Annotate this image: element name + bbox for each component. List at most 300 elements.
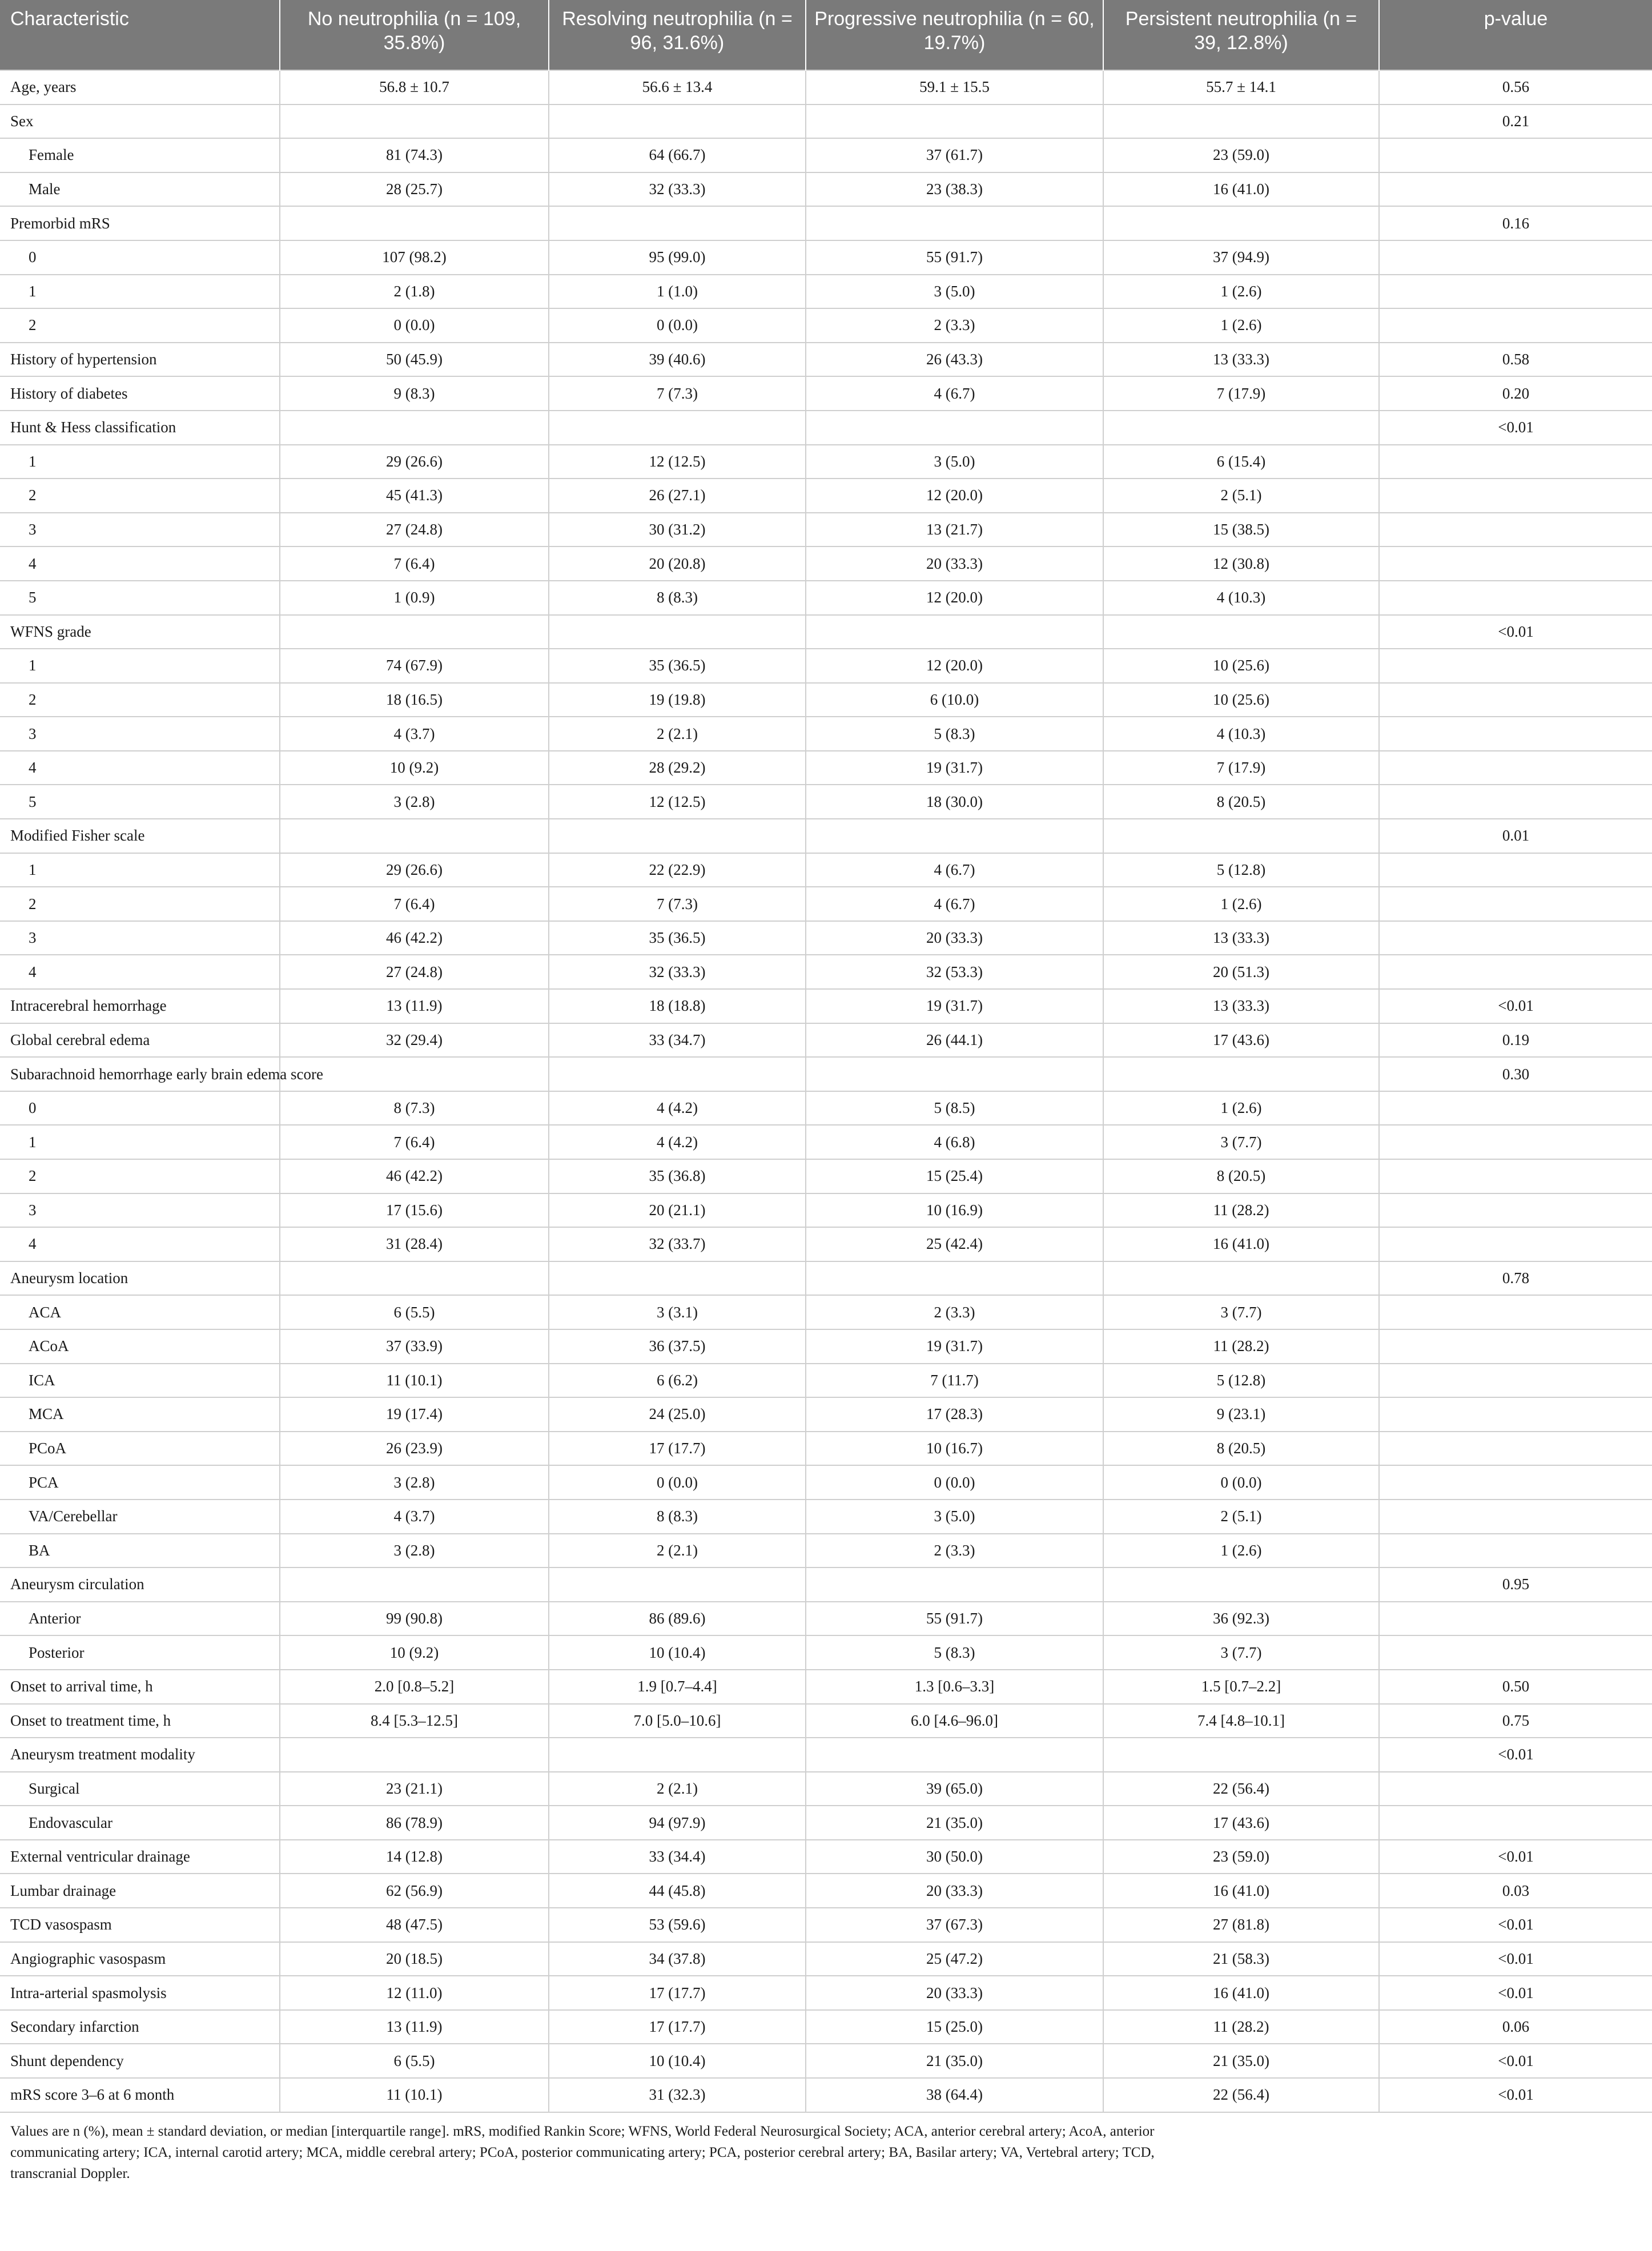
cell-p-value xyxy=(1379,240,1652,275)
cell-no-neutrophilia: 86 (78.9) xyxy=(280,1806,549,1840)
table-row xyxy=(0,1602,1652,1636)
cell-progressive-neutrophilia xyxy=(806,819,1103,853)
cell-resolving-neutrophilia xyxy=(549,1057,806,1091)
row-label: Intra-arterial spasmolysis xyxy=(0,1976,280,2010)
cell-persistent-neutrophilia: 23 (59.0) xyxy=(1103,138,1379,172)
cell-persistent-neutrophilia: 8 (20.5) xyxy=(1103,1159,1379,1193)
cell-persistent-neutrophilia: 7 (17.9) xyxy=(1103,376,1379,411)
cell-progressive-neutrophilia: 13 (21.7) xyxy=(806,513,1103,547)
table-row xyxy=(0,1567,1652,1602)
table-row xyxy=(0,1057,1652,1091)
cell-persistent-neutrophilia: 3 (7.7) xyxy=(1103,1295,1379,1329)
cell-persistent-neutrophilia xyxy=(1103,819,1379,853)
cell-resolving-neutrophilia: 35 (36.5) xyxy=(549,921,806,955)
row-label: Intracerebral hemorrhage xyxy=(0,989,280,1023)
table-row xyxy=(0,1193,1652,1228)
cell-resolving-neutrophilia: 19 (19.8) xyxy=(549,683,806,717)
cell-p-value: 0.20 xyxy=(1379,376,1652,411)
cell-progressive-neutrophilia: 15 (25.0) xyxy=(806,2010,1103,2044)
cell-p-value: 0.21 xyxy=(1379,104,1652,139)
row-label: WFNS grade xyxy=(0,615,280,649)
cell-no-neutrophilia: 0 (0.0) xyxy=(280,308,549,343)
row-label: 2 xyxy=(0,308,280,343)
cell-progressive-neutrophilia: 0 (0.0) xyxy=(806,1465,1103,1500)
table-row xyxy=(0,1091,1652,1126)
table-row xyxy=(0,1874,1652,1908)
table-row xyxy=(0,1942,1652,1976)
cell-p-value: 0.03 xyxy=(1379,1874,1652,1908)
cell-p-value xyxy=(1379,1772,1652,1806)
cell-progressive-neutrophilia: 6.0 [4.6–96.0] xyxy=(806,1704,1103,1738)
row-label: MCA xyxy=(0,1397,280,1432)
cell-p-value: 0.30 xyxy=(1379,1057,1652,1091)
table-row xyxy=(0,1534,1652,1568)
header-no-neutrophilia: No neutrophilia (n = 109, 35.8%) xyxy=(280,0,549,70)
cell-persistent-neutrophilia: 11 (28.2) xyxy=(1103,2010,1379,2044)
cell-resolving-neutrophilia: 32 (33.3) xyxy=(549,955,806,989)
cell-p-value xyxy=(1379,513,1652,547)
cell-resolving-neutrophilia: 2 (2.1) xyxy=(549,717,806,751)
cell-persistent-neutrophilia: 1 (2.6) xyxy=(1103,887,1379,921)
cell-progressive-neutrophilia xyxy=(806,1261,1103,1296)
cell-progressive-neutrophilia: 20 (33.3) xyxy=(806,546,1103,581)
cell-persistent-neutrophilia: 20 (51.3) xyxy=(1103,955,1379,989)
cell-no-neutrophilia: 6 (5.5) xyxy=(280,1295,549,1329)
cell-persistent-neutrophilia: 16 (41.0) xyxy=(1103,172,1379,207)
cell-persistent-neutrophilia xyxy=(1103,1261,1379,1296)
header-row xyxy=(0,0,1652,70)
cell-persistent-neutrophilia xyxy=(1103,104,1379,139)
cell-p-value xyxy=(1379,581,1652,615)
cell-progressive-neutrophilia xyxy=(806,104,1103,139)
cell-resolving-neutrophilia: 8 (8.3) xyxy=(549,581,806,615)
cell-no-neutrophilia: 1 (0.9) xyxy=(280,581,549,615)
table-row xyxy=(0,138,1652,172)
header-resolving-neutrophilia: Resolving neutrophilia (n = 96, 31.6%) xyxy=(549,0,806,70)
cell-persistent-neutrophilia: 13 (33.3) xyxy=(1103,343,1379,377)
cell-no-neutrophilia xyxy=(280,819,549,853)
row-label: Onset to arrival time, h xyxy=(0,1670,280,1704)
table-row xyxy=(0,1364,1652,1398)
cell-resolving-neutrophilia: 44 (45.8) xyxy=(549,1874,806,1908)
row-label: Hunt & Hess classification xyxy=(0,411,280,445)
table-row xyxy=(0,172,1652,207)
cell-resolving-neutrophilia: 39 (40.6) xyxy=(549,343,806,377)
cell-resolving-neutrophilia: 1.9 [0.7–4.4] xyxy=(549,1670,806,1704)
cell-resolving-neutrophilia: 33 (34.7) xyxy=(549,1023,806,1058)
table-row xyxy=(0,1465,1652,1500)
row-label: Endovascular xyxy=(0,1806,280,1840)
cell-progressive-neutrophilia: 3 (5.0) xyxy=(806,1500,1103,1534)
table-row xyxy=(0,1023,1652,1058)
table-footnote: Values are n (%), mean ± standard deviation, or median [interquartile range]. mRS, modified Rankin Score; WFNS, World Federal Neurosurgical Society; ACA, anterior cerebral artery; AcoA, anterior communicating artery; ICA, internal carotid artery; MCA, middle cerebral artery; PCoA, posterior communicating artery; PCA, posterior cerebral artery; BA, Basilar artery; VA, Vertebral artery; TCD, transcranial Doppler. xyxy=(10,2123,1155,2181)
cell-p-value: 0.19 xyxy=(1379,1023,1652,1058)
cell-no-neutrophilia: 50 (45.9) xyxy=(280,343,549,377)
cell-progressive-neutrophilia: 19 (31.7) xyxy=(806,751,1103,785)
cell-resolving-neutrophilia: 35 (36.8) xyxy=(549,1159,806,1193)
table-row xyxy=(0,1432,1652,1466)
cell-no-neutrophilia: 8.4 [5.3–12.5] xyxy=(280,1704,549,1738)
cell-p-value xyxy=(1379,445,1652,479)
cell-persistent-neutrophilia: 1 (2.6) xyxy=(1103,275,1379,309)
cell-no-neutrophilia: 29 (26.6) xyxy=(280,853,549,887)
cell-progressive-neutrophilia: 26 (44.1) xyxy=(806,1023,1103,1058)
table-row xyxy=(0,717,1652,751)
cell-persistent-neutrophilia: 10 (25.6) xyxy=(1103,649,1379,683)
cell-no-neutrophilia: 74 (67.9) xyxy=(280,649,549,683)
cell-no-neutrophilia: 29 (26.6) xyxy=(280,445,549,479)
cell-no-neutrophilia: 32 (29.4) xyxy=(280,1023,549,1058)
table-row xyxy=(0,308,1652,343)
row-label: Subarachnoid hemorrhage early brain edema score xyxy=(0,1057,280,1091)
row-label: ACoA xyxy=(0,1329,280,1364)
cell-no-neutrophilia: 17 (15.6) xyxy=(280,1193,549,1228)
cell-p-value xyxy=(1379,546,1652,581)
cell-persistent-neutrophilia: 4 (10.3) xyxy=(1103,581,1379,615)
cell-resolving-neutrophilia: 0 (0.0) xyxy=(549,308,806,343)
cell-progressive-neutrophilia: 17 (28.3) xyxy=(806,1397,1103,1432)
cell-persistent-neutrophilia: 10 (25.6) xyxy=(1103,683,1379,717)
cell-resolving-neutrophilia: 26 (27.1) xyxy=(549,479,806,513)
cell-resolving-neutrophilia: 36 (37.5) xyxy=(549,1329,806,1364)
cell-persistent-neutrophilia: 11 (28.2) xyxy=(1103,1193,1379,1228)
cell-no-neutrophilia: 26 (23.9) xyxy=(280,1432,549,1466)
cell-progressive-neutrophilia: 2 (3.3) xyxy=(806,1534,1103,1568)
cell-persistent-neutrophilia: 36 (92.3) xyxy=(1103,1602,1379,1636)
cell-p-value xyxy=(1379,683,1652,717)
cell-no-neutrophilia: 7 (6.4) xyxy=(280,887,549,921)
row-label: PCA xyxy=(0,1465,280,1500)
cell-p-value: 0.56 xyxy=(1379,70,1652,104)
cell-resolving-neutrophilia: 17 (17.7) xyxy=(549,1432,806,1466)
row-label: ICA xyxy=(0,1364,280,1398)
cell-progressive-neutrophilia: 4 (6.8) xyxy=(806,1125,1103,1159)
cell-progressive-neutrophilia: 3 (5.0) xyxy=(806,445,1103,479)
table-row xyxy=(0,1159,1652,1193)
table-row xyxy=(0,1635,1652,1670)
table-row xyxy=(0,2078,1652,2112)
table-header xyxy=(0,0,1652,70)
cell-resolving-neutrophilia: 0 (0.0) xyxy=(549,1465,806,1500)
cell-progressive-neutrophilia: 55 (91.7) xyxy=(806,240,1103,275)
cell-no-neutrophilia: 7 (6.4) xyxy=(280,1125,549,1159)
cell-progressive-neutrophilia: 30 (50.0) xyxy=(806,1840,1103,1874)
cell-progressive-neutrophilia xyxy=(806,1738,1103,1772)
cell-no-neutrophilia: 7 (6.4) xyxy=(280,546,549,581)
table-row xyxy=(0,206,1652,240)
row-label: 3 xyxy=(0,717,280,751)
row-label: 2 xyxy=(0,683,280,717)
cell-persistent-neutrophilia xyxy=(1103,615,1379,649)
cell-no-neutrophilia: 11 (10.1) xyxy=(280,1364,549,1398)
cell-progressive-neutrophilia: 2 (3.3) xyxy=(806,1295,1103,1329)
cell-p-value: 0.06 xyxy=(1379,2010,1652,2044)
cell-resolving-neutrophilia: 17 (17.7) xyxy=(549,2010,806,2044)
table-row xyxy=(0,751,1652,785)
cell-progressive-neutrophilia: 39 (65.0) xyxy=(806,1772,1103,1806)
cell-persistent-neutrophilia: 0 (0.0) xyxy=(1103,1465,1379,1500)
cell-no-neutrophilia xyxy=(280,1261,549,1296)
cell-progressive-neutrophilia: 55 (91.7) xyxy=(806,1602,1103,1636)
cell-persistent-neutrophilia: 13 (33.3) xyxy=(1103,921,1379,955)
cell-p-value xyxy=(1379,1159,1652,1193)
cell-progressive-neutrophilia: 10 (16.7) xyxy=(806,1432,1103,1466)
cell-resolving-neutrophilia: 6 (6.2) xyxy=(549,1364,806,1398)
cell-persistent-neutrophilia: 16 (41.0) xyxy=(1103,1874,1379,1908)
row-label: VA/Cerebellar xyxy=(0,1500,280,1534)
row-label: Angiographic vasospasm xyxy=(0,1942,280,1976)
row-label: 3 xyxy=(0,1193,280,1228)
row-label: External ventricular drainage xyxy=(0,1840,280,1874)
row-label: 4 xyxy=(0,751,280,785)
cell-persistent-neutrophilia: 13 (33.3) xyxy=(1103,989,1379,1023)
cell-progressive-neutrophilia: 4 (6.7) xyxy=(806,376,1103,411)
cell-resolving-neutrophilia: 12 (12.5) xyxy=(549,445,806,479)
cell-persistent-neutrophilia: 1 (2.6) xyxy=(1103,1534,1379,1568)
row-label: Posterior xyxy=(0,1635,280,1670)
cell-persistent-neutrophilia xyxy=(1103,206,1379,240)
table-row xyxy=(0,615,1652,649)
cell-no-neutrophilia: 31 (28.4) xyxy=(280,1227,549,1261)
cell-p-value: 0.75 xyxy=(1379,1704,1652,1738)
cell-resolving-neutrophilia xyxy=(549,104,806,139)
cell-resolving-neutrophilia: 32 (33.7) xyxy=(549,1227,806,1261)
table-row xyxy=(0,1397,1652,1432)
table-row xyxy=(0,513,1652,547)
cell-persistent-neutrophilia xyxy=(1103,1057,1379,1091)
cell-no-neutrophilia: 107 (98.2) xyxy=(280,240,549,275)
cell-resolving-neutrophilia: 35 (36.5) xyxy=(549,649,806,683)
cell-resolving-neutrophilia: 10 (10.4) xyxy=(549,2044,806,2078)
cell-resolving-neutrophilia: 4 (4.2) xyxy=(549,1125,806,1159)
cell-p-value xyxy=(1379,1329,1652,1364)
cell-p-value: 0.78 xyxy=(1379,1261,1652,1296)
cell-p-value xyxy=(1379,751,1652,785)
cell-persistent-neutrophilia: 16 (41.0) xyxy=(1103,1976,1379,2010)
cell-resolving-neutrophilia: 4 (4.2) xyxy=(549,1091,806,1126)
header-characteristic: Characteristic xyxy=(0,0,280,70)
cell-p-value: <0.01 xyxy=(1379,1976,1652,2010)
table-row xyxy=(0,1227,1652,1261)
table-row xyxy=(0,104,1652,139)
cell-progressive-neutrophilia: 18 (30.0) xyxy=(806,785,1103,819)
cell-no-neutrophilia: 45 (41.3) xyxy=(280,479,549,513)
row-label: Aneurysm circulation xyxy=(0,1567,280,1602)
cell-progressive-neutrophilia: 7 (11.7) xyxy=(806,1364,1103,1398)
cell-p-value xyxy=(1379,1295,1652,1329)
cell-resolving-neutrophilia: 1 (1.0) xyxy=(549,275,806,309)
table-row xyxy=(0,1738,1652,1772)
cell-resolving-neutrophilia xyxy=(549,206,806,240)
cell-progressive-neutrophilia xyxy=(806,206,1103,240)
cell-persistent-neutrophilia xyxy=(1103,1738,1379,1772)
cell-persistent-neutrophilia: 21 (35.0) xyxy=(1103,2044,1379,2078)
cell-progressive-neutrophilia: 5 (8.5) xyxy=(806,1091,1103,1126)
cell-persistent-neutrophilia: 4 (10.3) xyxy=(1103,717,1379,751)
cell-persistent-neutrophilia: 17 (43.6) xyxy=(1103,1806,1379,1840)
cell-persistent-neutrophilia xyxy=(1103,411,1379,445)
cell-progressive-neutrophilia: 20 (33.3) xyxy=(806,921,1103,955)
row-label: 2 xyxy=(0,887,280,921)
cell-progressive-neutrophilia: 2 (3.3) xyxy=(806,308,1103,343)
row-label: 2 xyxy=(0,1159,280,1193)
table-row xyxy=(0,1976,1652,2010)
table-row xyxy=(0,1840,1652,1874)
row-label: 1 xyxy=(0,275,280,309)
row-label: BA xyxy=(0,1534,280,1568)
cell-resolving-neutrophilia: 94 (97.9) xyxy=(549,1806,806,1840)
table-row xyxy=(0,546,1652,581)
cell-p-value xyxy=(1379,1602,1652,1636)
cell-persistent-neutrophilia: 22 (56.4) xyxy=(1103,2078,1379,2112)
cell-resolving-neutrophilia: 10 (10.4) xyxy=(549,1635,806,1670)
cell-persistent-neutrophilia: 5 (12.8) xyxy=(1103,853,1379,887)
table-row xyxy=(0,853,1652,887)
cell-persistent-neutrophilia: 5 (12.8) xyxy=(1103,1364,1379,1398)
cell-p-value xyxy=(1379,921,1652,955)
table-row xyxy=(0,2044,1652,2078)
cell-p-value xyxy=(1379,1364,1652,1398)
table-row xyxy=(0,1295,1652,1329)
cell-resolving-neutrophilia: 86 (89.6) xyxy=(549,1602,806,1636)
cell-p-value xyxy=(1379,887,1652,921)
cell-persistent-neutrophilia: 2 (5.1) xyxy=(1103,1500,1379,1534)
table-row xyxy=(0,1261,1652,1296)
cell-p-value xyxy=(1379,1193,1652,1228)
cell-no-neutrophilia: 13 (11.9) xyxy=(280,2010,549,2044)
cell-no-neutrophilia: 19 (17.4) xyxy=(280,1397,549,1432)
table-row xyxy=(0,343,1652,377)
cell-no-neutrophilia xyxy=(280,1738,549,1772)
cell-resolving-neutrophilia: 22 (22.9) xyxy=(549,853,806,887)
row-label: 5 xyxy=(0,581,280,615)
cell-progressive-neutrophilia: 19 (31.7) xyxy=(806,1329,1103,1364)
row-label: Anterior xyxy=(0,1602,280,1636)
cell-p-value xyxy=(1379,1397,1652,1432)
table-row xyxy=(0,1125,1652,1159)
table-row xyxy=(0,819,1652,853)
cell-p-value xyxy=(1379,1500,1652,1534)
cell-persistent-neutrophilia: 8 (20.5) xyxy=(1103,1432,1379,1466)
cell-p-value xyxy=(1379,1465,1652,1500)
cell-resolving-neutrophilia: 18 (18.8) xyxy=(549,989,806,1023)
cell-no-neutrophilia: 3 (2.8) xyxy=(280,1534,549,1568)
header-progressive-neutrophilia: Progressive neutrophilia (n = 60, 19.7%) xyxy=(806,0,1103,70)
cell-progressive-neutrophilia: 20 (33.3) xyxy=(806,1976,1103,2010)
cell-resolving-neutrophilia: 95 (99.0) xyxy=(549,240,806,275)
cell-progressive-neutrophilia: 15 (25.4) xyxy=(806,1159,1103,1193)
table-row xyxy=(0,1772,1652,1806)
cell-no-neutrophilia: 46 (42.2) xyxy=(280,921,549,955)
table-row xyxy=(0,70,1652,104)
cell-no-neutrophilia: 6 (5.5) xyxy=(280,2044,549,2078)
cell-no-neutrophilia: 48 (47.5) xyxy=(280,1908,549,1942)
cell-no-neutrophilia: 11 (10.1) xyxy=(280,2078,549,2112)
row-label: 4 xyxy=(0,546,280,581)
row-label: 1 xyxy=(0,1125,280,1159)
cell-no-neutrophilia: 20 (18.5) xyxy=(280,1942,549,1976)
cell-p-value: 0.50 xyxy=(1379,1670,1652,1704)
cell-no-neutrophilia: 46 (42.2) xyxy=(280,1159,549,1193)
cell-p-value xyxy=(1379,1125,1652,1159)
cell-progressive-neutrophilia: 6 (10.0) xyxy=(806,683,1103,717)
cell-no-neutrophilia: 23 (21.1) xyxy=(280,1772,549,1806)
row-label: 0 xyxy=(0,240,280,275)
cell-resolving-neutrophilia: 12 (12.5) xyxy=(549,785,806,819)
cell-resolving-neutrophilia: 64 (66.7) xyxy=(549,138,806,172)
cell-p-value: <0.01 xyxy=(1379,1942,1652,1976)
table-body xyxy=(0,70,1652,2112)
cell-resolving-neutrophilia: 8 (8.3) xyxy=(549,1500,806,1534)
cell-p-value xyxy=(1379,172,1652,207)
cell-no-neutrophilia: 27 (24.8) xyxy=(280,955,549,989)
cell-progressive-neutrophilia: 12 (20.0) xyxy=(806,479,1103,513)
cell-no-neutrophilia: 4 (3.7) xyxy=(280,717,549,751)
row-label: 4 xyxy=(0,1227,280,1261)
cell-resolving-neutrophilia: 7.0 [5.0–10.6] xyxy=(549,1704,806,1738)
cell-persistent-neutrophilia: 37 (94.9) xyxy=(1103,240,1379,275)
cell-persistent-neutrophilia: 1 (2.6) xyxy=(1103,308,1379,343)
cell-persistent-neutrophilia: 9 (23.1) xyxy=(1103,1397,1379,1432)
cell-persistent-neutrophilia: 17 (43.6) xyxy=(1103,1023,1379,1058)
cell-no-neutrophilia: 9 (8.3) xyxy=(280,376,549,411)
cell-p-value xyxy=(1379,717,1652,751)
cell-p-value: <0.01 xyxy=(1379,615,1652,649)
cell-persistent-neutrophilia: 8 (20.5) xyxy=(1103,785,1379,819)
cell-progressive-neutrophilia: 37 (61.7) xyxy=(806,138,1103,172)
cell-resolving-neutrophilia xyxy=(549,1261,806,1296)
table-row xyxy=(0,1704,1652,1738)
cell-p-value: <0.01 xyxy=(1379,989,1652,1023)
cell-p-value: <0.01 xyxy=(1379,2044,1652,2078)
cell-no-neutrophilia xyxy=(280,104,549,139)
row-label: 4 xyxy=(0,955,280,989)
cell-resolving-neutrophilia: 7 (7.3) xyxy=(549,376,806,411)
cell-persistent-neutrophilia: 1.5 [0.7–2.2] xyxy=(1103,1670,1379,1704)
table-row xyxy=(0,921,1652,955)
cell-p-value: <0.01 xyxy=(1379,1840,1652,1874)
cell-p-value xyxy=(1379,479,1652,513)
row-label: Shunt dependency xyxy=(0,2044,280,2078)
cell-resolving-neutrophilia: 2 (2.1) xyxy=(549,1772,806,1806)
row-label: 1 xyxy=(0,649,280,683)
cell-p-value xyxy=(1379,1432,1652,1466)
row-label: 1 xyxy=(0,445,280,479)
cell-progressive-neutrophilia: 12 (20.0) xyxy=(806,581,1103,615)
cell-no-neutrophilia: 3 (2.8) xyxy=(280,1465,549,1500)
table-row xyxy=(0,445,1652,479)
row-label: Aneurysm treatment modality xyxy=(0,1738,280,1772)
cell-resolving-neutrophilia: 3 (3.1) xyxy=(549,1295,806,1329)
cell-no-neutrophilia xyxy=(280,411,549,445)
table-row xyxy=(0,649,1652,683)
cell-p-value xyxy=(1379,308,1652,343)
cell-p-value xyxy=(1379,649,1652,683)
cell-resolving-neutrophilia: 34 (37.8) xyxy=(549,1942,806,1976)
cell-progressive-neutrophilia: 5 (8.3) xyxy=(806,1635,1103,1670)
row-label: 1 xyxy=(0,853,280,887)
cell-persistent-neutrophilia: 7.4 [4.8–10.1] xyxy=(1103,1704,1379,1738)
cell-no-neutrophilia: 13 (11.9) xyxy=(280,989,549,1023)
cell-progressive-neutrophilia: 25 (47.2) xyxy=(806,1942,1103,1976)
cell-no-neutrophilia: 18 (16.5) xyxy=(280,683,549,717)
table-row xyxy=(0,275,1652,309)
cell-resolving-neutrophilia: 53 (59.6) xyxy=(549,1908,806,1942)
cell-progressive-neutrophilia: 38 (64.4) xyxy=(806,2078,1103,2112)
cell-progressive-neutrophilia: 37 (67.3) xyxy=(806,1908,1103,1942)
row-label: PCoA xyxy=(0,1432,280,1466)
cell-no-neutrophilia xyxy=(280,206,549,240)
